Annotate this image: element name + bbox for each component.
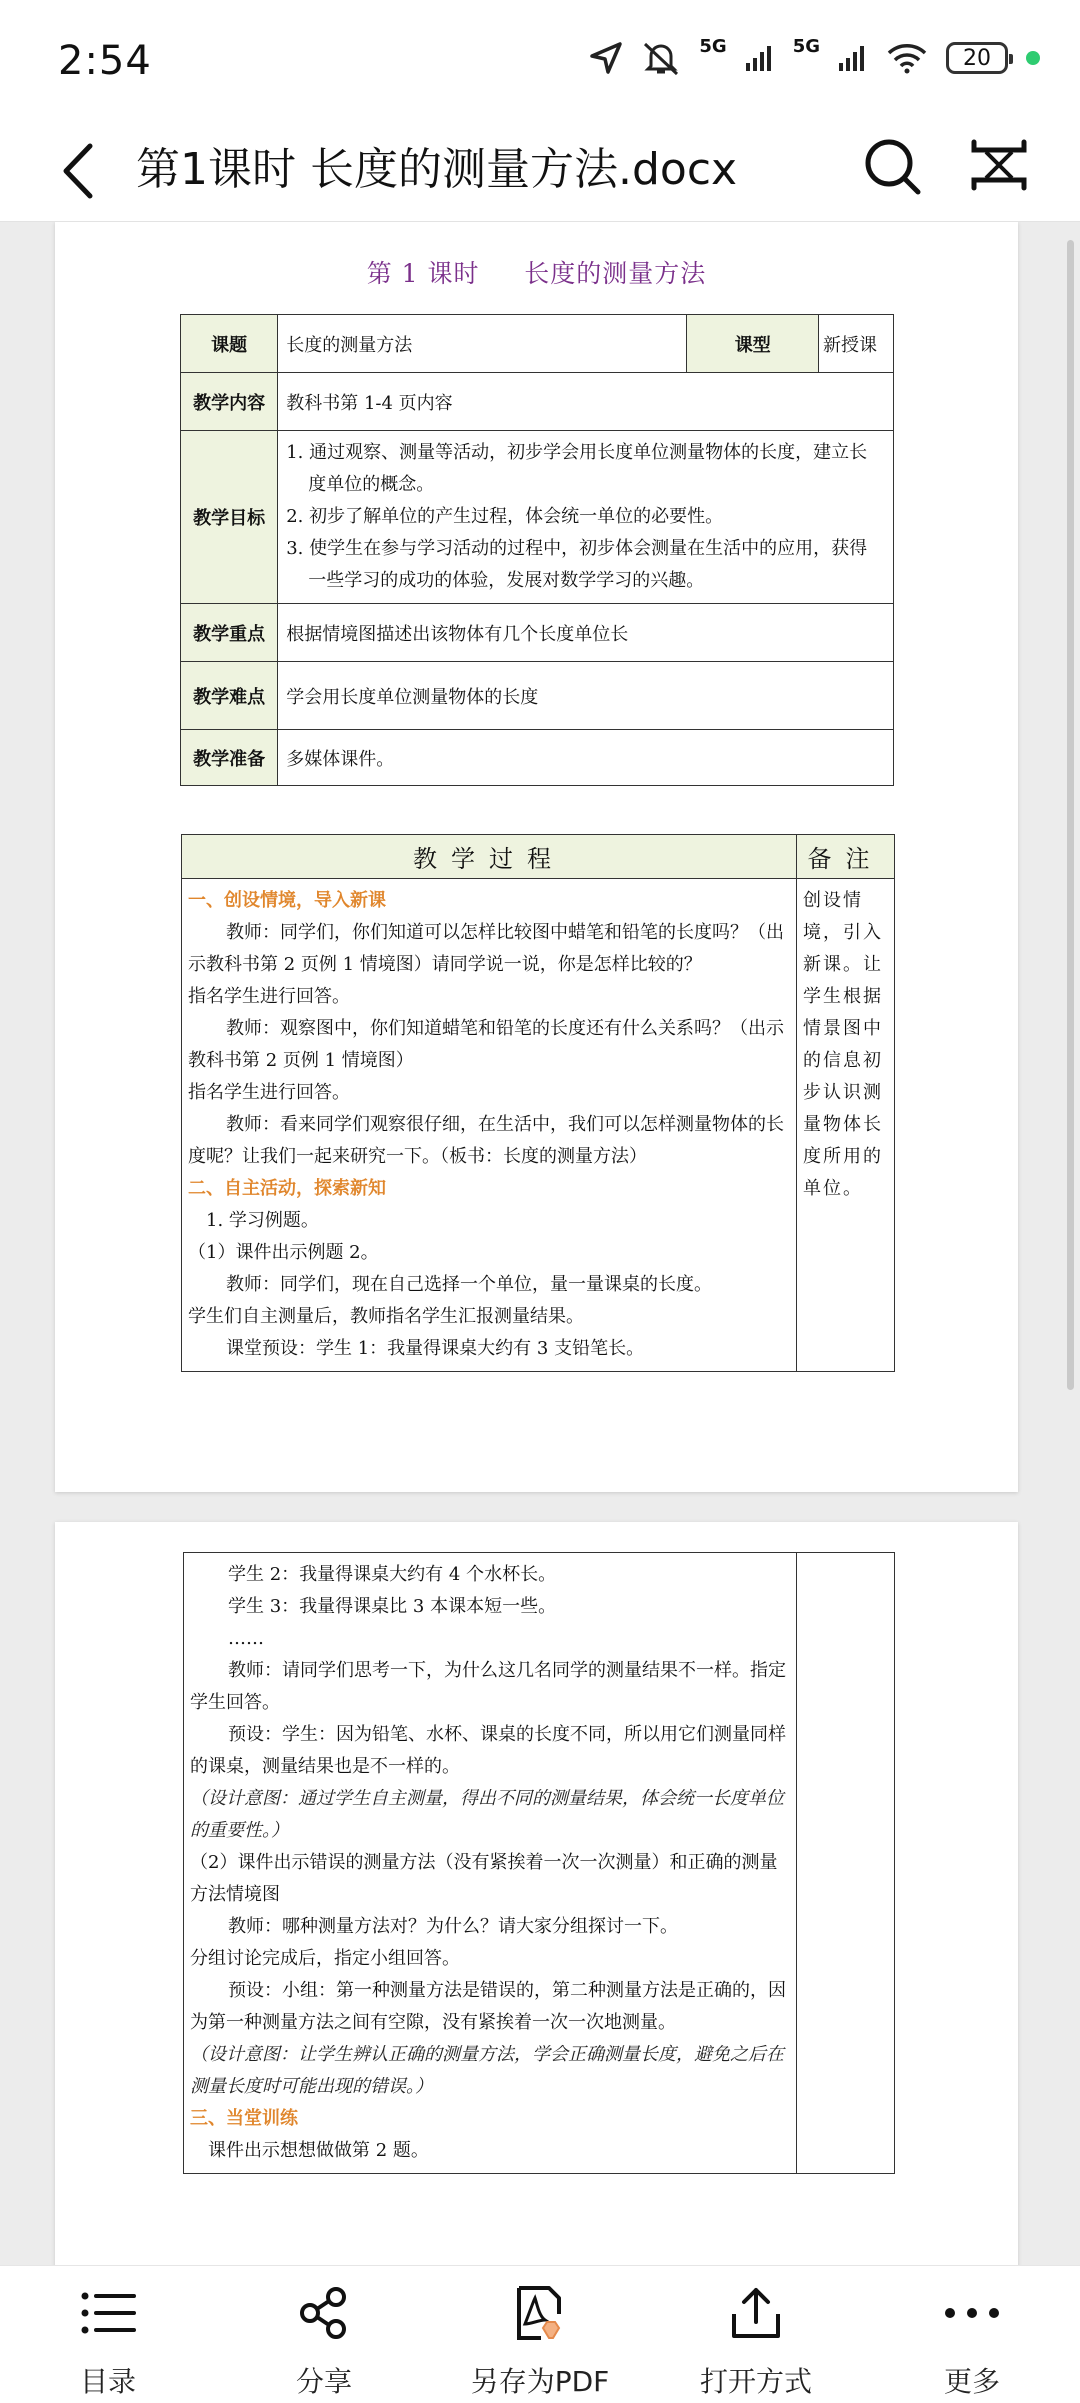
process-header: 教学过程	[182, 835, 797, 879]
process-line: 分组讨论完成后，指定小组回答。	[190, 1948, 460, 1969]
status-time: 2:54	[58, 38, 152, 84]
process-line: 教师：看来同学们观察很仔细，在生活中，我们可以怎样测量物体的长度呢？让我们一起来研究一下。（板书：长度的测量方法）	[188, 1114, 784, 1167]
note-content: 创设情境，引入新课。让学生根据情景图中的信息初步认识测量物体长度所用的单位。	[797, 879, 895, 1372]
type-value: 新授课	[819, 315, 894, 373]
battery-icon: 20	[946, 42, 1008, 74]
difficulty-label: 教学难点	[181, 662, 278, 730]
prep-label: 教学准备	[181, 730, 278, 786]
process-line: 教师：观察图中，你们知道蜡笔和铅笔的长度还有什么关系吗？（出示教科书第 2 页例 1 情境图）	[188, 1018, 784, 1071]
toc-button[interactable]	[8, 2266, 208, 2400]
open-with-label: 打开方式	[699, 2365, 812, 2398]
document-page-2	[55, 1522, 1018, 2265]
open-with-button[interactable]	[656, 2266, 856, 2400]
process-line: 学生 3：我量得课桌比 3 本课本短一些。	[228, 1596, 557, 1617]
save-pdf-button[interactable]	[440, 2266, 640, 2400]
document-title: 第1课时 长度的测量方法.docx	[136, 144, 738, 195]
topic-label: 课题	[181, 315, 278, 373]
difficulty-value: 学会用长度单位测量物体的长度	[278, 662, 894, 730]
process-line: 指名学生进行回答。	[188, 986, 350, 1007]
process-content-continued	[184, 1553, 797, 2174]
document-viewer[interactable]	[0, 222, 1080, 2265]
process-line: 教师：同学们，现在自己选择一个单位，量一量课桌的长度。	[226, 1274, 712, 1295]
process-table-continued	[183, 1552, 895, 2174]
key-label: 教学重点	[181, 604, 278, 662]
title-bar	[0, 118, 1080, 222]
process-line: （2）课件出示错误的测量方法（没有紧挨着一次一次测量）和正确的测量方法情境图	[190, 1852, 778, 1905]
share-label: 分享	[295, 2365, 352, 2398]
goals-cell	[278, 431, 894, 604]
process-table	[181, 834, 895, 1372]
view-mode-icon[interactable]	[964, 130, 1034, 200]
document-page-1	[55, 222, 1018, 1492]
lesson-heading: 第 1 课时 长度的测量方法	[366, 259, 707, 288]
goal-item: 1. 通过观察、测量等活动，初步学会用长度单位测量物体的长度，建立长度单位的概念。	[286, 442, 868, 495]
process-line: （1）课件出示例题 2。	[188, 1242, 379, 1263]
process-line: 预设：学生：因为铅笔、水杯、课桌的长度不同，所以用它们测量同样的课桌，测量结果也是不一样的。	[190, 1724, 786, 1777]
share-icon	[296, 2285, 352, 2341]
signal-icon-2	[838, 43, 868, 73]
more-label: 更多	[943, 2365, 1000, 2398]
lesson-info-table	[180, 314, 894, 786]
mute-icon	[641, 40, 681, 76]
wifi-icon	[886, 42, 928, 74]
signal-icon	[745, 43, 775, 73]
content-label: 教学内容	[181, 373, 278, 431]
pdf-icon	[511, 2284, 569, 2342]
goal-item: 3. 使学生在参与学习活动的过程中，初步体会测量在生活中的应用，获得一些学习的成功的体验，发展对数学学习的兴趣。	[286, 538, 868, 591]
search-icon[interactable]	[862, 130, 924, 200]
process-line: 学生们自主测量后，教师指名学生汇报测量结果。	[188, 1306, 584, 1327]
process-line: 预设：小组：第一种测量方法是错误的，第二种测量方法是正确的，因为第一种测量方法之间有空隙，没有紧挨着一次一次地测量。	[190, 1980, 786, 2033]
topic-value: 长度的测量方法	[278, 315, 687, 373]
process-line: 教师：哪种测量方法对？为什么？请大家分组探讨一下。	[228, 1916, 678, 1937]
section-heading: 二、自主活动，探索新知	[188, 1178, 386, 1199]
goal-item: 2. 初步了解单位的产生过程，体会统一单位的必要性。	[286, 506, 724, 527]
process-line: 学生 2：我量得课桌大约有 4 个水杯长。	[228, 1564, 557, 1585]
key-value: 根据情境图描述出该物体有几个长度单位长	[278, 604, 894, 662]
save-pdf-label: 另存为PDF	[470, 2365, 610, 2398]
process-line: ……	[228, 1628, 264, 1649]
network-type-2: 5G	[792, 35, 820, 57]
process-line: 教师：请同学们思考一下，为什么这几名同学的测量结果不一样。指定学生回答。	[190, 1660, 786, 1713]
design-intent: （设计意图：让学生辨认正确的测量方法，学会正确测量长度，避免之后在测量长度时可能出现的错误。）	[190, 2044, 784, 2097]
prep-value: 多媒体课件。	[278, 730, 894, 786]
design-intent: （设计意图：通过学生自主测量，得出不同的测量结果，体会统一长度单位的重要性。）	[190, 1788, 784, 1841]
bottom-toolbar	[0, 2265, 1080, 2403]
status-icons	[589, 35, 1040, 76]
scrollbar[interactable]	[1067, 240, 1074, 1390]
note-header: 备注	[797, 835, 895, 879]
note-content-continued	[797, 1553, 895, 2174]
process-content	[182, 879, 797, 1372]
process-line: 课件出示想想做做第 2 题。	[208, 2140, 429, 2161]
type-label: 课型	[687, 315, 819, 373]
list-icon	[78, 2288, 138, 2338]
more-button[interactable]	[872, 2266, 1072, 2400]
more-icon	[942, 2303, 1002, 2323]
privacy-dot	[1026, 51, 1040, 65]
location-icon	[589, 41, 623, 75]
back-arrow-icon[interactable]	[50, 136, 110, 206]
share-button[interactable]	[224, 2266, 424, 2400]
status-bar	[0, 0, 1080, 118]
process-line: 指名学生进行回答。	[188, 1082, 350, 1103]
content-value: 教科书第 1-4 页内容	[278, 373, 894, 431]
network-type-1: 5G	[699, 35, 727, 57]
section-heading: 三、当堂训练	[190, 2108, 298, 2129]
process-line: 1. 学习例题。	[206, 1210, 319, 1231]
process-line: 课堂预设：学生 1：我量得课桌大约有 3 支铅笔长。	[226, 1338, 645, 1359]
section-heading: 一、创设情境，导入新课	[188, 890, 386, 911]
open-with-icon	[728, 2284, 784, 2342]
toc-label: 目录	[79, 2365, 136, 2398]
process-line: 教师：同学们，你们知道可以怎样比较图中蜡笔和铅笔的长度吗？（出示教科书第 2 页例 1 情境图）请同学说一说，你是怎样比较的？	[188, 922, 784, 975]
goals-label: 教学目标	[181, 431, 278, 604]
